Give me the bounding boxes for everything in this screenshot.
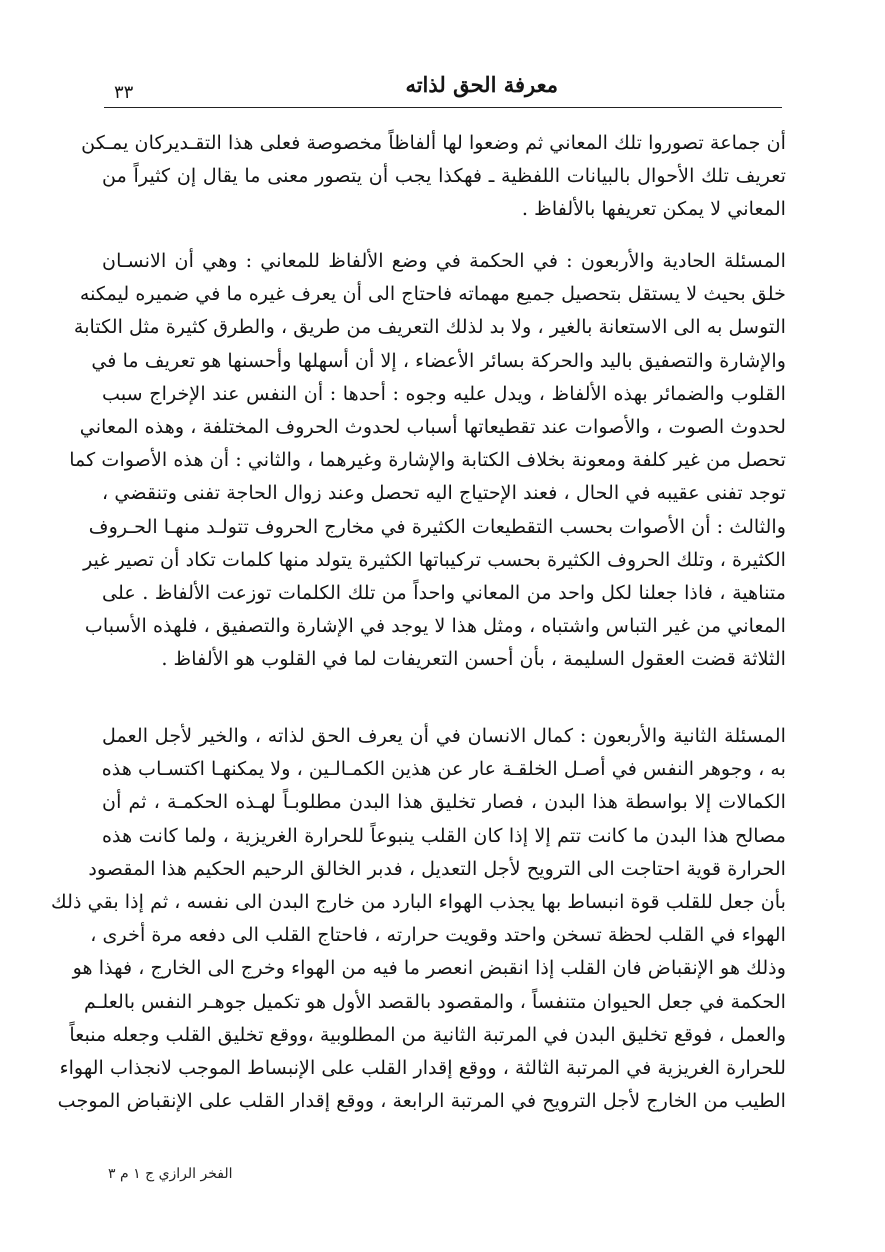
text-line: الكمالات إلا بواسطة هذا البدن ، فصار تخليق هذا البدن مطلوبـاً لهـذه الحكمـة ، ثم أن (102, 790, 786, 814)
text-line: الحكمة في جعل الحيوان متنفساً ، والمقصود بالقصد الأول هو تكميل جوهـر النفس بالعلـم (84, 989, 786, 1013)
paragraph-1 (81, 126, 786, 226)
text-line: أن جماعة تصوروا تلك المعاني ثم وضعوا لها ألفاظاً مخصوصة فعلى هذا التقـديركان يمـكن (81, 131, 786, 154)
text-line: تعريف تلك الأحوال بالبيانات اللفظية ـ فهكذا يجب أن يتصور معنى ما يقال إن كثيراً من (102, 164, 786, 188)
footer-signature: الفخر الرازي ج ١ م ٣ (108, 1166, 233, 1182)
text-line: الطيب من الخارج لأجل الترويح في المرتبة الرابعة ، ووقع إقدار القلب على الإنقباض الموجب (57, 1089, 786, 1113)
text-line: المعاني من غير التباس واشتباه ، ومثل هذا لا يوجد في الإشارة والتصفيق ، فلهذه الأسباب (84, 614, 786, 638)
text-line: مصالح هذا البدن ما كانت تتم إلا إذا كان القلب ينبوعاً للحرارة الغريزية ، ولما كانت هذه (102, 823, 786, 847)
text-line: تحصل من غير كلفة ومعونة بخلاف الكتابة والإشارة وغيرهما ، والثاني : أن هذه الأصوات كما (69, 448, 786, 472)
text-line: التوسل به الى الاستعانة بالغير ، ولا بد لذلك التعريف من طريق ، والطرق كثيرة مثل الكتابة (73, 315, 786, 339)
text-line: توجد تفنى عقيبه في الحال ، فعند الإحتياج اليه تحصل وعند زوال الحاجة تفنى وتنقضي ، (102, 481, 786, 505)
text-line: وذلك هو الإنقباض فان القلب إذا انقبض انعصر ما فيه من الهواء وخرج الى الخارج ، فهذا هو (72, 956, 786, 980)
running-title: معرفة الحق لذاته (405, 72, 558, 97)
text-line: لحدوث الصوت ، والأصوات عند تقطيعاتها أسباب لحدوث الحروف المختلفة ، وهذه المعاني (79, 415, 786, 439)
text-line: به ، وجوهر النفس في أصـل الخلقـة عار عن هذين الكمـالـين ، ولا يمكنهـا اكتسـاب هذه (101, 757, 786, 781)
text-line: الثلاثة قضت العقول السليمة ، بأن أحسن التعريفات لما في القلوب هو الألفاظ . (161, 647, 786, 671)
text-line: الهواء في القلب لحظة تسخن واحتد وقويت حرارته ، فاحتاج القلب الى دفعه مرة أخرى ، (90, 923, 786, 947)
text-line: الحرارة قوية احتاجت الى الترويح لأجل التعديل ، فدبر الخالق الرحيم الحكيم هذا المقصود (88, 856, 786, 880)
header-rule (104, 107, 782, 108)
text-line: خلق بحيث لا يستقل بتحصيل جميع مهماته فاحتاج الى أن يعرف غيره ما في ضميره ليمكنه (79, 282, 786, 306)
text-line: والعمل ، فوقع تخليق البدن في المرتبة الثانية من المطلوبية ،ووقع تخليق القلب وجعله منبعاً (69, 1022, 786, 1046)
page-number: ٣٣ (114, 82, 134, 103)
text-line: الكثيرة ، وتلك الحروف الكثيرة بحسب تركيباتها الكثيرة يتولد منها كلمات تكاد أن تصير غير (83, 547, 786, 571)
text-line: للحرارة الغريزية في المرتبة الثالثة ، ووقع إقدار القلب على الإنبساط الموجب لانجذاب الهواء (59, 1056, 786, 1080)
text-line: المسئلة الثانية والأربعون : كمال الانسان في أن يعرف الحق لذاته ، والخير لأجل العمل (102, 724, 786, 747)
text-line: القلوب والضمائر بهذه الألفاظ ، ويدل عليه وجوه : أحدها : أن النفس عند الإخراج سبب (102, 381, 786, 405)
paragraph-2 (69, 244, 786, 676)
text-line: المعاني لا يمكن تعريفها بالألفاظ . (521, 197, 786, 221)
text-line: والثالث : أن الأصوات بحسب التقطيعات الكثيرة في مخارج الحروف تتولـد منهـا الحـروف (88, 514, 786, 538)
text-line: المسئلة الحادية والأربعون : في الحكمة في وضع الألفاظ للمعاني : وهي أن الانسـان (102, 249, 786, 272)
text-line: والإشارة والتصفيق باليد والحركة بسائر الأعضاء ، إلا أن أسهلها وأحسنها هو تعريف ما في (91, 348, 786, 372)
page-header (104, 68, 782, 108)
paragraph-3 (50, 719, 786, 1117)
text-line: بأن جعل للقلب قوة انبساط بها يجذب الهواء البارد من خارج البدن الى نفسه ، ثم إذا بقي ذلك (50, 890, 786, 914)
text-line: متناهية ، فاذا جعلنا لكل واحد من المعاني واحداً من تلك الكلمات توزعت الألفاظ . على (102, 581, 786, 605)
